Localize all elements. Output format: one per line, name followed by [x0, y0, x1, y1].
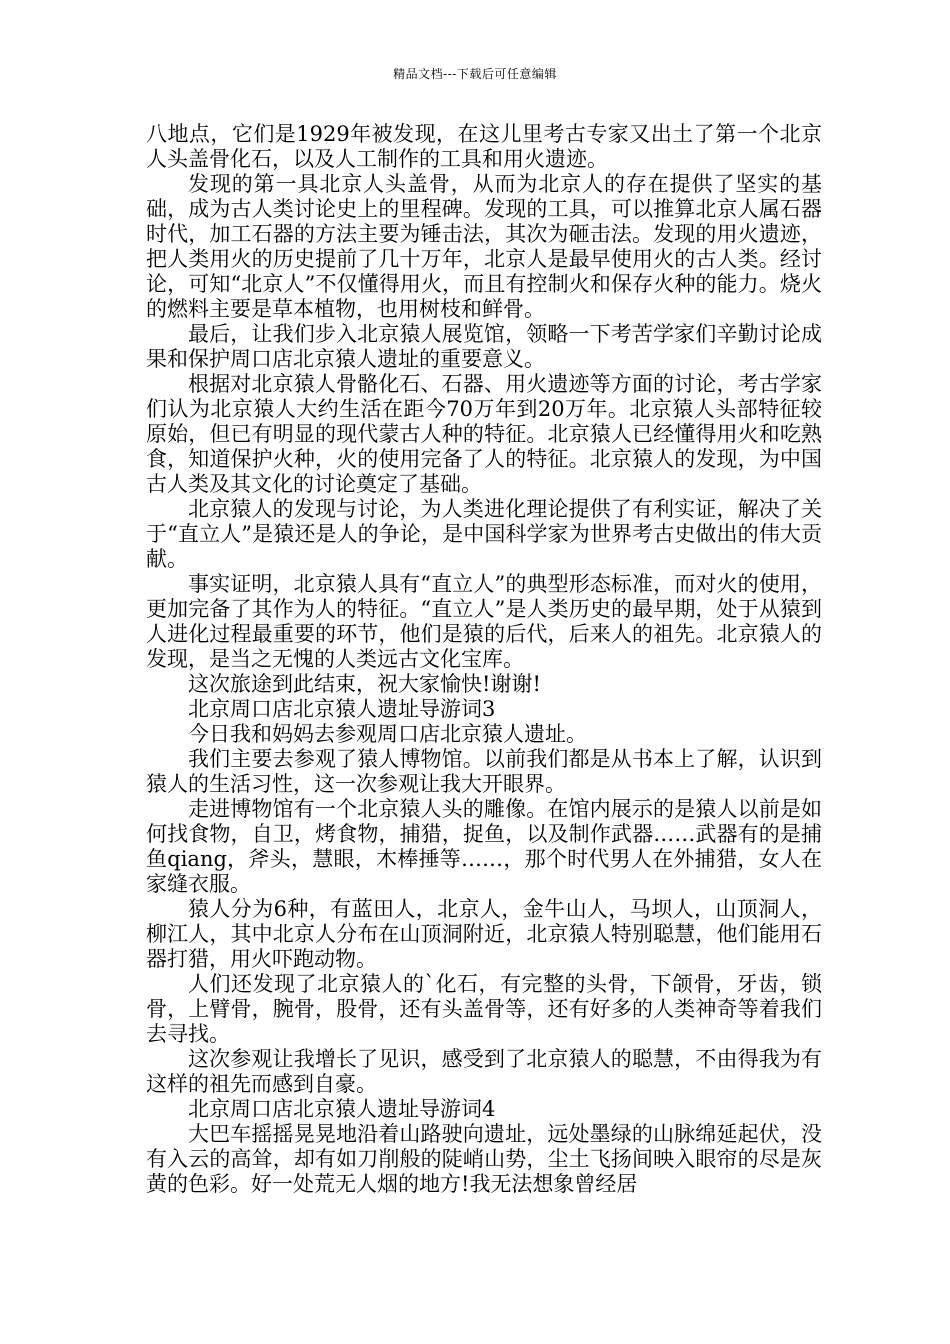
paragraph: 这次旅途到此结束，祝大家愉快!谢谢! — [188, 672, 541, 696]
paragraph: 八地点，它们是1929年被发现，在这儿里考古专家又出土了第一个北京人头盖骨化石，以及人工制作的工具和用火遗迹。 — [146, 122, 822, 171]
paragraph: 猿人分为6种，有蓝田人，北京人，金牛山人，马坝人，山顶洞人，柳江人，其中北京人分布在山顶洞附近，北京猿人特别聪慧，他们能用石器打猎，用火吓跑动物。 — [146, 897, 822, 971]
page-header: 精品文档---下载后可任意编辑 — [393, 67, 557, 81]
paragraph: 人们还发现了北京猿人的`化石，有完整的头骨，下颌骨，牙齿，锁骨，上臂骨，腕骨，股骨，还有头盖骨等，还有好多的人类神奇等着我们去寻找。 — [146, 972, 822, 1046]
paragraph: 事实证明，北京猿人具有“直立人”的典型形态标准，而对火的使用，更加完备了其作为人的特征。“直立人”是人类历史的最早期，处于从猿到人进化过程最重要的环节，他们是猿的后代，后来人的祖先。北京猿人的发现，是当之无愧的人类远古文化宝库。 — [146, 572, 822, 671]
document-body — [146, 122, 822, 1197]
paragraph: 北京周口店北京猿人遗址导游词3 — [188, 697, 496, 721]
paragraph: 发现的第一具北京人头盖骨，从而为北京人的存在提供了坚实的基础，成为古人类讨论史上的里程碑。发现的工具，可以推算北京人属石器时代，加工石器的方法主要为锤击法，其次为砸击法。发现的用火遗迹，把人类用火的历史提前了几十万年，北京人是最早使用火的古人类。经讨论，可知“北京人”不仅懂得用火，而且有控制火和保存火种的能力。烧火的燃料主要是草本植物，也用树枝和鲜骨。 — [146, 172, 822, 321]
paragraph: 根据对北京猿人骨骼化石、石器、用火遗迹等方面的讨论，考古学家们认为北京猿人大约生活在距今70万年到20万年。北京猿人头部特征较原始，但已有明显的现代蒙古人种的特征。北京猿人已经懂得用火和吃熟食，知道保护火种，火的使用完备了人的特征。北京猿人的发现，为中国古人类及其文化的讨论奠定了基础。 — [146, 372, 822, 496]
paragraph: 最后，让我们步入北京猿人展览馆，领略一下考苦学家们辛勤讨论成果和保护周口店北京猿人遗址的重要意义。 — [146, 322, 822, 371]
paragraph: 今日我和妈妈去参观周口店北京猿人遗址。 — [188, 722, 587, 746]
paragraph: 我们主要去参观了猿人博物馆。以前我们都是从书本上了解，认识到猿人的生活习性，这一次参观让我大开眼界。 — [146, 747, 822, 796]
paragraph: 北京周口店北京猿人遗址导游词4 — [188, 1097, 496, 1121]
paragraph: 走进博物馆有一个北京猿人头的雕像。在馆内展示的是猿人以前是如何找食物，自卫，烤食物，捕猎，捉鱼，以及制作武器……武器有的是捕鱼qiang，斧头，慧眼，木棒捶等……，那个时代男人在外捕猎，女人在家缝衣服。 — [146, 797, 822, 896]
paragraph: 大巴车摇摇晃晃地沿着山路驶向遗址，远处墨绿的山脉绵延起伏，没有入云的高耸，却有如刀削般的陡峭山势，尘土飞扬间映入眼帘的尽是灰黄的色彩。好一处荒无人烟的地方!我无法想象曾经居 — [146, 1122, 822, 1196]
paragraph: 北京猿人的发现与讨论，为人类进化理论提供了有利实证，解决了关于“直立人”是猿还是人的争论，是中国科学家为世界考古史做出的伟大贡献。 — [146, 497, 822, 571]
paragraph: 这次参观让我增长了见识，感受到了北京猿人的聪慧，不由得我为有这样的祖先而感到自豪。 — [146, 1047, 822, 1096]
